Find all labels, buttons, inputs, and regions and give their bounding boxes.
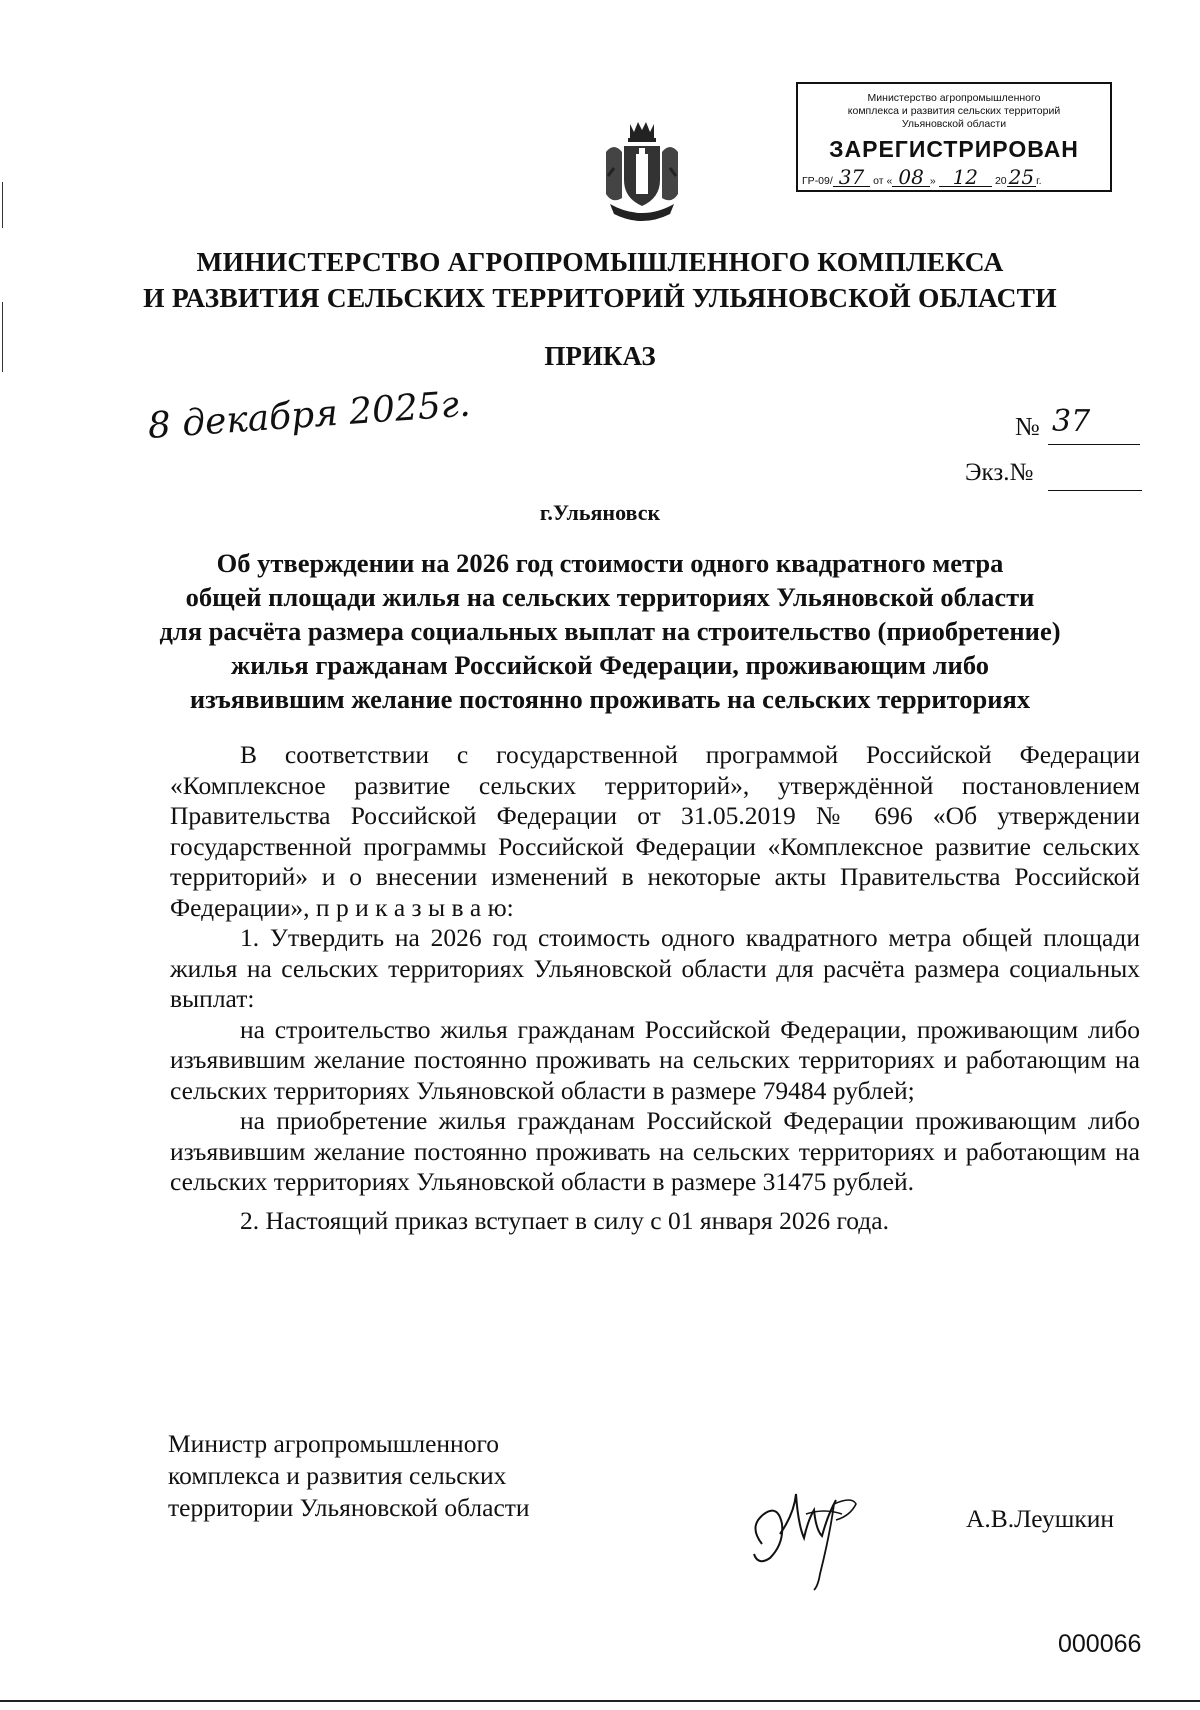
signatory-position xyxy=(168,1428,530,1524)
stamp-reg-number: 37 xyxy=(833,168,870,187)
position-line: территории Ульяновской области xyxy=(168,1493,530,1522)
stamp-month: 12 xyxy=(939,168,992,187)
order-title xyxy=(140,546,1080,716)
page-bottom-edge xyxy=(0,1700,1200,1702)
item-2-paragraph: 2. Настоящий приказ вступает в силу с 01 января 2026 года. xyxy=(240,1205,889,1235)
title-line: для расчёта размера социальных выплат на строительство (приобретение) xyxy=(159,616,1061,646)
ministry-name-line1: МИНИСТЕРСТВО АГРОПРОМЫШЛЕННОГО КОМПЛЕКСА xyxy=(196,246,1004,277)
title-line: общей площади жилья на сельских территориях Ульяновской области xyxy=(185,582,1035,612)
stamp-year-suffix: 25 xyxy=(1008,165,1035,189)
title-line: жилья гражданам Российской Федерации, проживающим либо xyxy=(231,650,989,680)
title-line: изъявившим желание постоянно проживать на сельских территориях xyxy=(189,684,1031,714)
stamp-ministry-line3: Ульяновской области xyxy=(901,118,1007,130)
signatory-name: А.В.Леушкин xyxy=(966,1504,1115,1533)
position-line: комплекса и развития сельских xyxy=(168,1461,507,1490)
stamp-ministry-line1: Министерство агропромышленного xyxy=(867,92,1041,104)
stamp-day-close: » xyxy=(929,175,936,187)
order-number-label: № xyxy=(1015,412,1040,441)
stamp-registered-title: ЗАРЕГИСТРИРОВАН xyxy=(829,136,1079,162)
coat-of-arms-icon xyxy=(600,118,684,228)
title-line: Об утверждении на 2026 год стоимости одного квадратного метра xyxy=(216,548,1004,578)
stamp-year-end: г. xyxy=(1036,175,1042,187)
copy-number-label: Экз.№ xyxy=(965,459,1034,486)
preamble-paragraph: В соответствии с государственной программой Российской Федерации «Комплексное развитие сельских территорий», утверждённой постановлением Правительства Российской Федерации от 31.05.2019 № 696 «Об утверждении государственной программы Российской Федерации «Комплексное развитие сельских территорий» и о внесении изменений в некоторые акты Правительства Российской Федерации», п р и к а з ы в а ю: xyxy=(170,740,1140,922)
scan-margin-mark xyxy=(2,182,3,228)
position-line: Министр агропромышленного xyxy=(168,1429,500,1458)
city: г.Ульяновск xyxy=(539,500,661,525)
document-serial-number: 000066 xyxy=(1058,1630,1142,1658)
stamp-from-label: от « xyxy=(873,175,893,187)
order-body xyxy=(170,740,1140,1236)
stamp-ministry-line2: комплекса и развития сельских территорий xyxy=(847,105,1061,117)
document-type: ПРИКАЗ xyxy=(544,341,656,371)
stamp-reg-prefix: ГР-09/ xyxy=(802,175,833,187)
item-1-paragraph: 1. Утвердить на 2026 год стоимость одного квадратного метра общей площади жилья на сельских территориях Ульяновской области для расчёта размера социальных выплат: xyxy=(170,923,1140,1013)
order-number-value: 37 xyxy=(1048,405,1140,445)
item-1a-paragraph: на строительство жилья гражданам Российской Федерации, проживающим либо изъявившим желание постоянно проживать на сельских территориях и работающим на сельских территориях Ульяновской области в размере 79484 рублей; xyxy=(170,1014,1140,1105)
item-1b-paragraph: на приобретение жилья гражданам Российской Федерации проживающим либо изъявившим желание постоянно проживать на сельских территориях и работающим на сельских территориях Ульяновской области в размере 31475 рублей. xyxy=(170,1106,1140,1196)
handwritten-date: 8 декабря 2025г. xyxy=(146,383,472,447)
ministry-name-line2: И РАЗВИТИЯ СЕЛЬСКИХ ТЕРРИТОРИЙ УЛЬЯНОВСКОЙ ОБЛАСТИ xyxy=(143,282,1057,313)
stamp-registration-line xyxy=(802,165,1106,189)
stamp-day: 08 xyxy=(892,168,929,187)
handwritten-signature xyxy=(744,1474,904,1594)
copy-number-blank xyxy=(1048,490,1142,491)
registration-stamp xyxy=(796,82,1112,192)
stamp-year-prefix: 20 xyxy=(994,175,1007,187)
